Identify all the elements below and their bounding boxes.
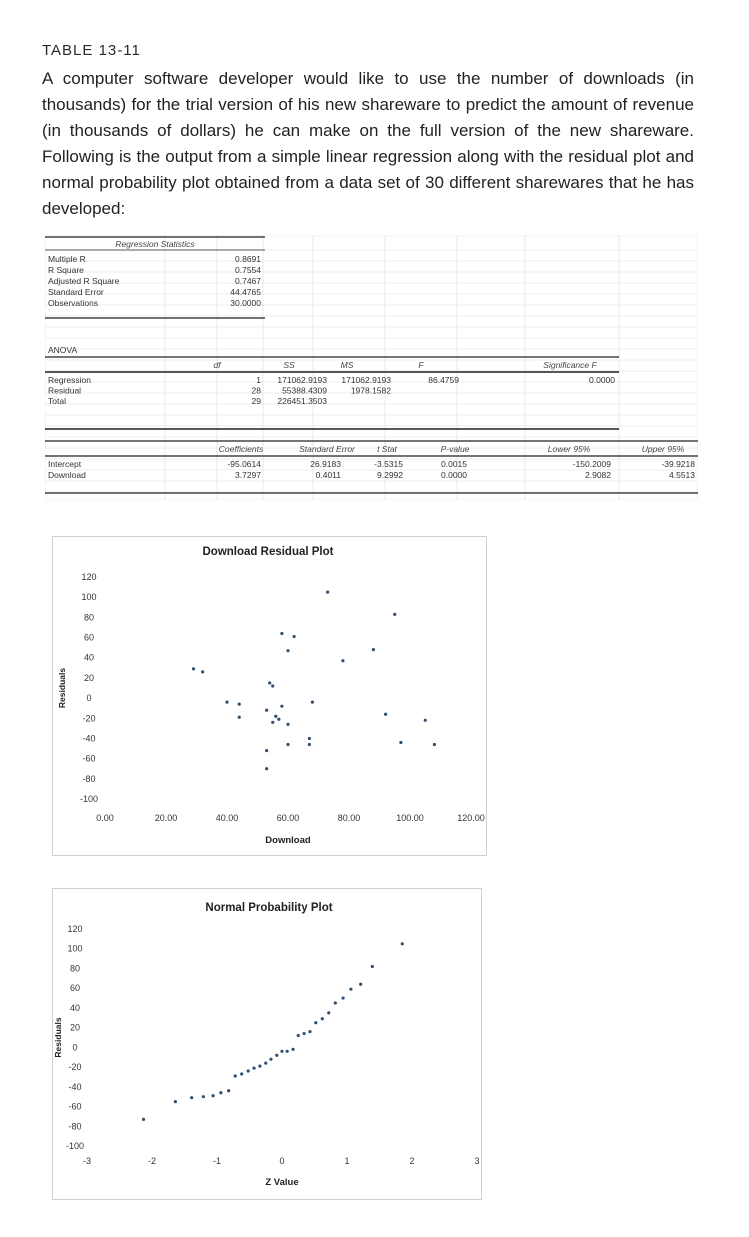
data-point xyxy=(311,701,314,704)
coef-tstat: 9.2992 xyxy=(377,470,403,480)
y-tick-label: 120 xyxy=(67,924,83,934)
y-tick-label: 40 xyxy=(83,652,95,663)
anova-df: 28 xyxy=(251,385,261,396)
data-point xyxy=(271,684,274,687)
data-point xyxy=(212,1094,215,1097)
y-tick-label: -40 xyxy=(68,1081,82,1092)
y-tick-label: -20 xyxy=(68,1062,82,1073)
x-tick-label: 40.00 xyxy=(215,813,239,823)
anova-header-ms: MS xyxy=(340,360,354,370)
stats-value: 44.4765 xyxy=(230,287,261,297)
stats-value: 0.8691 xyxy=(235,254,261,264)
regression-output-sheet xyxy=(45,235,698,500)
data-point xyxy=(247,1069,250,1072)
data-point xyxy=(321,1017,324,1020)
data-point xyxy=(293,635,296,638)
y-tick-label: -80 xyxy=(68,1121,82,1132)
anova-row-label: Residual xyxy=(48,385,82,396)
intro-paragraph: A computer software developer would like to use the number of downloads (in thousands) for the trial version of his new shareware to predict the amount of revenue (in thousands of dollars) he can make on the full version of the new shareware. Following is the output from a simple linear regression along with the residual plot and normal probability plot obtained from a data set of 30 different sharewares that he has developed: xyxy=(42,69,694,218)
data-point xyxy=(265,767,268,770)
coef-upper95: 4.5513 xyxy=(669,470,695,480)
x-tick-label: -1 xyxy=(212,1156,222,1166)
data-point xyxy=(174,1100,177,1103)
y-tick-label: -20 xyxy=(82,713,96,724)
table-label: TABLE 13-11 xyxy=(42,42,141,59)
stats-value: 0.7467 xyxy=(235,276,261,286)
data-point xyxy=(225,701,228,704)
y-tick-label: 20 xyxy=(69,1022,81,1033)
anova-df: 1 xyxy=(256,375,261,385)
data-point xyxy=(291,1048,294,1051)
anova-f: 86.4759 xyxy=(428,375,459,385)
stats-label: Multiple R xyxy=(48,254,86,264)
data-point xyxy=(286,743,289,746)
coef-se: 26.9183 xyxy=(310,459,341,469)
data-point xyxy=(280,632,283,635)
data-point xyxy=(286,649,289,652)
data-point xyxy=(280,1050,283,1053)
data-point xyxy=(265,709,268,712)
data-point xyxy=(271,721,274,724)
data-point xyxy=(384,713,387,716)
x-tick-label: 2 xyxy=(409,1156,415,1166)
coef-value: -95.0614 xyxy=(227,459,261,469)
data-point xyxy=(240,1072,243,1075)
anova-row-label: Total xyxy=(48,396,66,406)
anova-ms: 1978.1582 xyxy=(350,385,391,396)
data-point xyxy=(334,1001,337,1004)
x-tick-label: 1 xyxy=(344,1156,350,1166)
stats-label: Adjusted R Square xyxy=(48,276,120,286)
data-point xyxy=(265,749,268,752)
stats-value: 0.7554 xyxy=(235,265,261,275)
anova-header-sig: Significance F xyxy=(543,360,597,370)
data-point xyxy=(252,1066,255,1069)
data-point xyxy=(286,723,289,726)
data-point xyxy=(238,703,241,706)
anova-header-ss: SS xyxy=(283,360,295,370)
coef-header: Upper 95% xyxy=(641,444,685,454)
anova-row-label: Regression xyxy=(48,375,91,385)
stats-label: Standard Error xyxy=(48,287,104,297)
x-tick-label: -2 xyxy=(147,1156,157,1166)
chart-title: Normal Probability Plot xyxy=(205,902,333,914)
y-tick-label: 20 xyxy=(83,672,95,683)
data-point xyxy=(314,1021,317,1024)
data-point xyxy=(341,659,344,662)
data-point xyxy=(393,613,396,616)
data-point xyxy=(433,743,436,746)
x-tick-label: 60.00 xyxy=(276,813,300,823)
data-point xyxy=(238,716,241,719)
chart-title: Download Residual Plot xyxy=(202,546,334,558)
y-tick-label: 60 xyxy=(69,983,81,994)
coef-se: 0.4011 xyxy=(315,470,341,480)
data-point xyxy=(192,667,195,670)
stats-title: Regression Statistics xyxy=(115,239,195,249)
anova-title: ANOVA xyxy=(48,345,78,355)
data-point xyxy=(297,1034,300,1037)
normal-probability-plot-svg xyxy=(53,889,481,1199)
coef-lower95: 2.9082 xyxy=(585,470,611,480)
y-tick-label: -60 xyxy=(82,753,96,764)
data-point xyxy=(264,1062,267,1065)
y-tick-label: 80 xyxy=(83,612,95,623)
data-point xyxy=(308,737,311,740)
data-point xyxy=(258,1065,261,1068)
data-point xyxy=(234,1074,237,1077)
coef-header: Lower 95% xyxy=(547,444,591,454)
stats-value: 30.0000 xyxy=(230,298,261,308)
y-tick-label: -80 xyxy=(82,773,96,784)
data-point xyxy=(349,988,352,991)
data-point xyxy=(202,1095,205,1098)
x-tick-label: 120.00 xyxy=(457,813,485,823)
data-point xyxy=(227,1089,230,1092)
y-tick-label: -40 xyxy=(82,733,96,744)
y-tick-label: 0 xyxy=(72,1042,78,1053)
residual-plot xyxy=(52,536,487,856)
y-tick-label: -100 xyxy=(65,1141,85,1151)
data-point xyxy=(342,996,345,999)
coef-value: 3.7297 xyxy=(235,470,261,480)
y-tick-label: -60 xyxy=(68,1101,82,1112)
data-point xyxy=(219,1091,222,1094)
coef-header: t Stat xyxy=(377,444,397,454)
residual-plot-svg xyxy=(53,537,486,855)
anova-ss: 55388.4309 xyxy=(282,385,327,396)
y-axis-label: Residuals xyxy=(53,1017,63,1058)
coef-tstat: -3.5315 xyxy=(374,459,403,469)
coef-lower95: -150.2009 xyxy=(572,459,611,469)
data-point xyxy=(401,942,404,945)
x-axis-label: Z Value xyxy=(265,1177,299,1188)
data-point xyxy=(359,983,362,986)
data-point xyxy=(327,1011,330,1014)
x-axis-label: Download xyxy=(265,835,311,846)
y-tick-label: 0 xyxy=(86,693,92,704)
anova-header-f: F xyxy=(418,360,424,370)
y-tick-label: -100 xyxy=(79,794,99,804)
x-tick-label: 20.00 xyxy=(154,813,178,823)
data-point xyxy=(286,1050,289,1053)
data-point xyxy=(372,648,375,651)
x-tick-label: 3 xyxy=(474,1156,480,1166)
data-point xyxy=(275,1054,278,1057)
coef-pvalue: 0.0000 xyxy=(441,470,467,480)
x-tick-label: 0.00 xyxy=(96,813,114,823)
data-point xyxy=(274,715,277,718)
coef-row-label: Intercept xyxy=(48,459,82,469)
coef-pvalue: 0.0015 xyxy=(441,459,467,469)
data-point xyxy=(268,681,271,684)
x-tick-label: -3 xyxy=(82,1156,92,1166)
y-tick-label: 40 xyxy=(69,1002,81,1013)
data-point xyxy=(399,741,402,744)
y-tick-label: 80 xyxy=(69,963,81,974)
y-tick-label: 60 xyxy=(83,632,95,643)
data-point xyxy=(190,1096,193,1099)
x-tick-label: 80.00 xyxy=(337,813,361,823)
data-point xyxy=(424,719,427,722)
data-point xyxy=(308,743,311,746)
data-point xyxy=(308,1030,311,1033)
anova-ss: 171062.9193 xyxy=(277,375,327,385)
coef-upper95: -39.9218 xyxy=(661,459,695,469)
coef-header: Standard Error xyxy=(299,444,355,454)
y-axis-label: Residuals xyxy=(57,667,67,709)
data-point xyxy=(303,1032,306,1035)
anova-sig: 0.0000 xyxy=(589,375,615,385)
y-tick-label: 100 xyxy=(67,943,83,954)
coef-header: P-value xyxy=(440,444,470,454)
data-point xyxy=(371,965,374,968)
data-point xyxy=(280,705,283,708)
y-tick-label: 100 xyxy=(81,592,97,603)
x-tick-label: 0 xyxy=(279,1156,285,1166)
coef-row-label: Download xyxy=(48,470,86,480)
coef-header: Coefficients xyxy=(218,444,264,454)
anova-ms: 171062.9193 xyxy=(341,375,391,385)
x-tick-label: 100.00 xyxy=(396,813,424,823)
y-tick-label: 120 xyxy=(81,572,97,582)
data-point xyxy=(201,670,204,673)
data-point xyxy=(326,591,329,594)
data-point xyxy=(277,718,280,721)
anova-df: 29 xyxy=(251,396,261,406)
normal-probability-plot xyxy=(52,888,482,1200)
stats-label: R Square xyxy=(48,265,84,275)
anova-ss: 226451.3503 xyxy=(277,396,327,406)
anova-header-df: df xyxy=(213,360,221,370)
regression-output-table xyxy=(45,235,698,500)
stats-label: Observations xyxy=(48,298,99,308)
data-point xyxy=(142,1118,145,1121)
data-point xyxy=(269,1058,272,1061)
